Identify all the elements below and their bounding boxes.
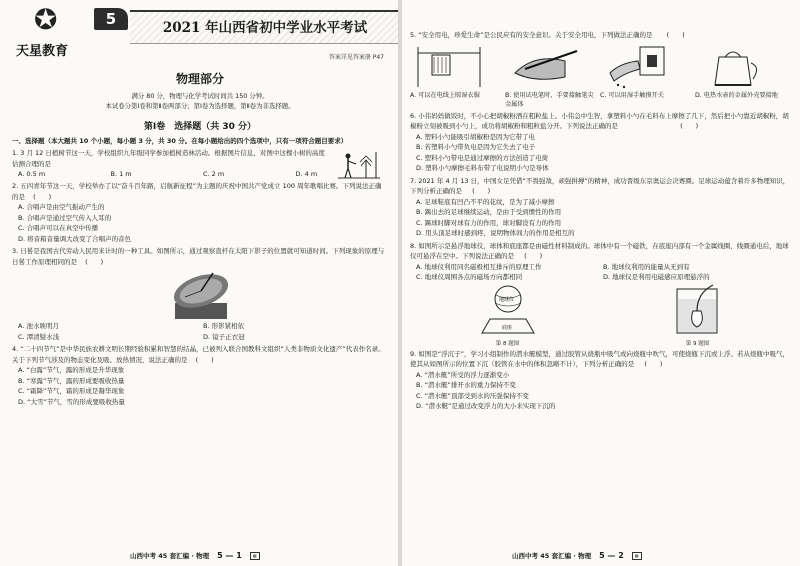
option[interactable]: B. 地球仪利用的能量从无到有 [603, 262, 690, 271]
svg-text:底座: 底座 [501, 324, 512, 331]
right-page [402, 0, 800, 566]
wet-clothes-on-wire-figure [410, 43, 505, 89]
figure-caption: 第 9 题图 [685, 340, 710, 347]
page-footer [512, 551, 642, 560]
left-page [0, 0, 398, 566]
option[interactable]: C. “潜水艇”顶部受到水的压强保持不变 [416, 391, 529, 400]
question-text: 8. 如图所示是悬浮地球仪，球体和底座都是由磁性材料制成的。球体中有一个磁铁，在底座内部有一个金属线圈，线圈通电后，地球仪可悬浮在空中。下列说法正确的是 [410, 241, 789, 260]
question-5-figures [410, 43, 790, 91]
option[interactable]: D. 用头顶足球时感到疼，说明物体间力的作用是相互的 [416, 229, 575, 237]
option[interactable]: B. 若塑料小勺带负电是因为它失去了电子 [416, 143, 536, 151]
option[interactable]: A. 足球鞋底有凹凸不平的花纹，是为了减小摩擦 [416, 197, 555, 206]
option[interactable]: C. 踢球时脚对球有力的作用，球对脚没有力的作用 [416, 218, 562, 227]
option[interactable]: C. 塑料小勺带电是通过摩擦的方法创造了电荷 [416, 153, 549, 162]
option[interactable]: B. 踢出去的足球继续运动，是由于受到惯性的作用 [416, 208, 562, 216]
question-text: 7. 2021 年 4 月 13 日，中国女足凭借“不畏强敌，顽强拼搏”的精神，成功晋级东京奥运会决赛圈。足球运动蕴含着许多物理知识，下列分析正确的是 [410, 176, 790, 195]
answer-paren: ( ) [85, 257, 104, 266]
sundial-image [155, 267, 245, 321]
section-intro: 一、选择题（本大题共 10 个小题，每小题 3 分，共 30 分。在每小题给出的四个选项中，只有一项符合题目要求） [12, 137, 348, 145]
question-3-options [12, 332, 388, 343]
figure-9 [663, 283, 733, 347]
tree-planting-figure [336, 148, 382, 180]
question-8-options [410, 272, 790, 283]
question-text: 6. 小伟妈妈做饭时，不小心把胡椒粉洒在粗粒盐上。小伟急中生智，拿塑料小勺在毛料布上摩擦了几下，然后把小勺靠近胡椒粉，胡椒粉立刻被吸到小勺上，成功将胡椒粉和粗粒盐分开。下列说法正确的是 [410, 111, 789, 130]
option[interactable]: D. 电热水壶的金属外壳要接地 [695, 91, 778, 99]
page-number: 5 — 2 [599, 551, 624, 560]
question-5 [410, 30, 790, 41]
qr-icon: ▦ [632, 552, 642, 560]
page-footer [130, 551, 260, 560]
wet-hand-switch-figure [600, 43, 695, 89]
part-title: 第Ⅰ卷 选择题（共 30 分） [143, 122, 257, 132]
sundial-figure [12, 267, 388, 321]
option[interactable]: B. 形影紧相依 [203, 322, 245, 330]
star-icon: ✪ [34, 3, 58, 36]
answer-paren: ( ) [33, 192, 52, 201]
question-text: 5. “安全用电，珍爱生命”是公民应有的安全意识。关于安全用电，下列做法正确的是 [410, 31, 653, 39]
question-text: 4. “二十四节气”是中华民族农耕文明长期经验积累和智慧的结晶，已被列入联合国教科文组织“人类非物质文化遗产”代表作名录。关于下列节气涉及的物态变化及吸、放热情况，说法正确的是 [12, 345, 385, 364]
electric-kettle-figure [695, 43, 790, 89]
question-3-options [12, 321, 388, 332]
svg-text:地球仪: 地球仪 [498, 296, 514, 303]
answer-paren: ( ) [680, 122, 699, 130]
option[interactable]: C. 可以用湿手触摸开关 [600, 91, 664, 99]
answer-paren: ( ) [666, 31, 685, 39]
option[interactable]: B. 合唱声是通过空气传入人耳的 [18, 213, 112, 222]
question-4 [12, 344, 388, 365]
footer-text: 山西中考 45 套汇编 · 物理 [512, 552, 592, 560]
qr-icon: ▦ [250, 552, 260, 560]
option[interactable]: C. 2 m [203, 170, 225, 178]
cartesian-diver-figure [663, 283, 733, 335]
question-8 [410, 241, 790, 262]
question-1 [12, 148, 388, 169]
test-pen-figure [505, 43, 600, 89]
option[interactable]: D. “大雪”节气，雪的形成要吸收热量 [18, 397, 125, 406]
option[interactable]: D. “潜水艇”是通过改变浮力的大小来实现下沉的 [416, 402, 556, 410]
question-2 [12, 181, 388, 202]
option[interactable]: C. “霜降”节气，霜的形成是凝华现象 [18, 387, 125, 395]
question-text: 3. 日晷是我国古代劳动人民用来计时的一种工具。如图所示，通过观察直杆在太阳下影子的位置就可知道时间。下列现象的原理与日晷工作原理相同的是 [12, 247, 385, 266]
answer-paren: ( ) [644, 360, 663, 368]
question-text: 1. 3 月 12 日植树节这一天，学校组织九年级同学参加植树造林活动。根据图片信息，对图中这棵小树的高度估测合理的是 [12, 149, 325, 168]
option[interactable]: D. 镜子正衣冠 [203, 332, 245, 341]
paper-number: 5 [94, 8, 128, 30]
figure-8 [468, 283, 548, 347]
question-text: 9. 如图是“浮沉子”，学习小组制作的潜水艇模型，通过胶管从烧瓶中吸气或向烧瓶中吹气，可使烧瓶下沉或上浮。若从烧瓶中吸气，使其从如图所示的位置下沉（胶管在水中的体积忽略不计），下列分析正确的是 [410, 349, 790, 368]
logo [12, 3, 82, 64]
levitating-globe-figure [468, 283, 548, 335]
option[interactable]: C. 地球仪周围各点的磁场方向都相同 [416, 273, 523, 281]
question-3 [12, 246, 388, 267]
page-number: 5 — 1 [217, 551, 242, 560]
info-line: 满分 80 分，物理与化学考试时间共 150 分钟。 [131, 92, 269, 100]
question-9 [410, 349, 790, 370]
option[interactable]: B. 使用试电笔时，手要接触笔尖金属体 [505, 91, 594, 108]
option[interactable]: A. “潜水艇”所受的浮力逐渐变小 [416, 370, 510, 379]
option[interactable]: D. 地球仪是利用电磁感应原理悬浮的 [603, 273, 710, 281]
section-title: 物理部分 [175, 72, 224, 86]
option[interactable]: B. 1 m [110, 170, 132, 178]
brand-name: 天星教育 [16, 44, 69, 59]
figures-8-9 [410, 283, 790, 347]
option[interactable]: A. 地球仪利用同名磁极相互排斥的原理工作 [416, 262, 542, 271]
option[interactable]: D. 塑料小勺摩擦毛料布带了电说明小勺是导体 [416, 164, 549, 172]
page-title: 2021 年山西省初中学业水平考试 [162, 20, 368, 36]
option[interactable]: A. 塑料小勺能吸引胡椒粉是因为它带了电 [416, 132, 535, 141]
question-text: 2. 五四青年节这一天，学校举办了以“奋斗百年路，启航新征程”为主题的庆祝中国共产党成立 100 周年歌唱比赛。下列说法正确的是 [12, 182, 382, 201]
option[interactable]: C. 潭清疑水浅 [18, 332, 60, 341]
option[interactable]: A. “白露”节气，露的形成是升华现象 [18, 366, 125, 374]
option[interactable]: D. 将音箱音量调大改变了合唱声的音色 [18, 234, 132, 243]
option[interactable]: B. “潜水艇”排开水的重力保持不变 [416, 381, 516, 389]
option[interactable]: D. 4 m [295, 170, 318, 178]
figure-caption: 第 8 题图 [495, 340, 520, 347]
exam-info [12, 91, 388, 111]
option[interactable]: A. 可以在电线上晾湿衣服 [410, 91, 480, 99]
page-header [12, 3, 388, 66]
question-5-options [410, 91, 790, 109]
info-line: 本试卷分第Ⅰ卷和第Ⅱ卷两部分；第Ⅰ卷为选择题，第Ⅱ卷为非选择题。 [105, 102, 295, 110]
option[interactable]: C. 合唱声可以在真空中传播 [18, 224, 99, 232]
answer-paren: ( ) [195, 355, 214, 364]
question-1-options [12, 169, 388, 179]
footer-text: 山西中考 45 套汇编 · 物理 [130, 552, 210, 560]
question-6 [410, 111, 790, 132]
option[interactable]: A. 池水映明月 [18, 322, 59, 330]
answer-paren: ( ) [472, 187, 491, 195]
answer-reference: 答案详见答案册 P47 [328, 54, 384, 61]
question-7 [410, 176, 790, 197]
option[interactable]: A. 合唱声是由空气振动产生的 [18, 203, 105, 211]
answer-paren: ( ) [524, 252, 543, 260]
option[interactable]: B. “寒露”节气，露的形成要吸收热量 [18, 376, 125, 385]
option[interactable]: A. 0.5 m [18, 170, 46, 178]
question-8-options [410, 262, 790, 273]
